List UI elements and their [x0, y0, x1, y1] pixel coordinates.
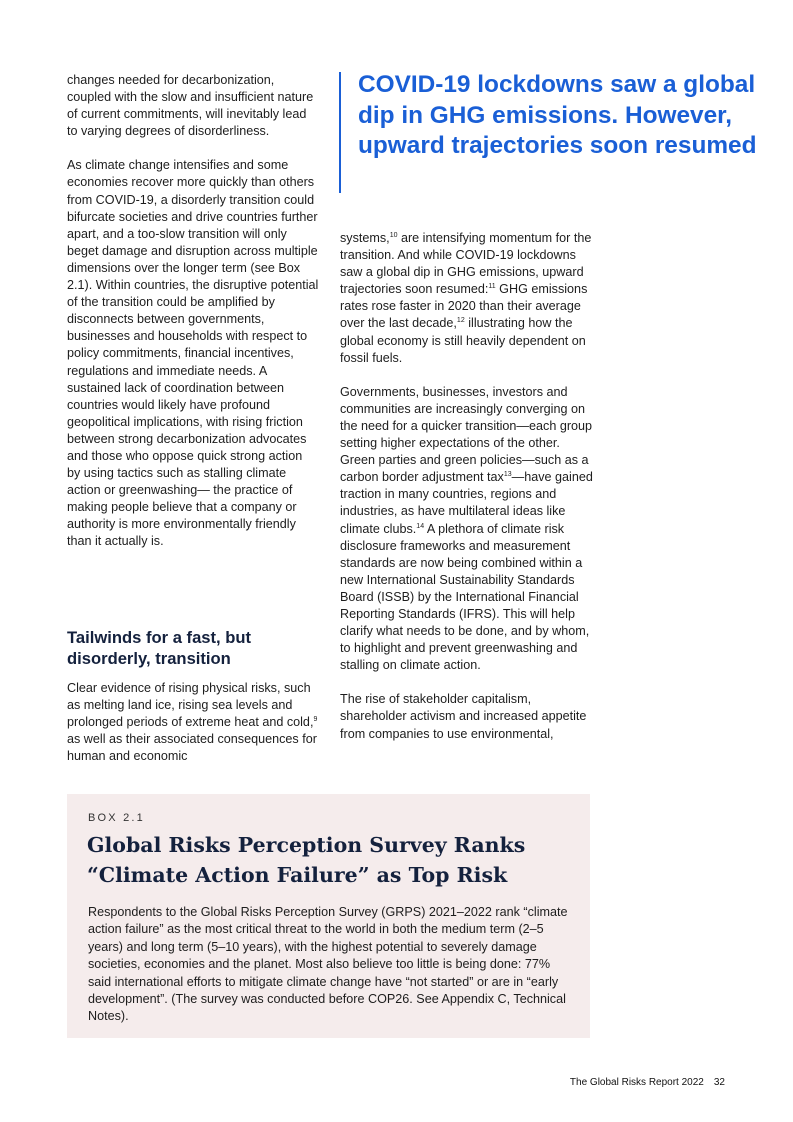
pull-quote-bar: [339, 72, 341, 193]
footnote-ref-13: 13: [503, 471, 512, 479]
right-paragraph-1-text-c: GHG emissions rates rose faster in 2020 than their average over the last decade,: [340, 282, 588, 331]
pull-quote: COVID-19 lockdowns saw a global dip in GHG emissions. However, upward trajectories soon resumed: [358, 71, 757, 159]
right-paragraph-1-text-d: illustrating how the global economy is still heavily dependent on fossil fuels.: [340, 316, 586, 365]
footnote-ref-14: 14: [416, 522, 425, 530]
footnote-ref-9: 9: [313, 716, 318, 724]
right-paragraph-1-text-a: systems,: [340, 231, 390, 245]
right-paragraph-1-text-b: are intensifying momentum for the transition. And while COVID-19 lockdowns saw a global dip in GHG emissions, upward trajectories soon resumed:: [340, 231, 592, 297]
box-2-1: [67, 794, 590, 1038]
left-paragraph-1: changes needed for decarbonization, coupled with the slow and insufficient nature of current commitments, will inevitably lead to varying degrees of disorderliness.: [67, 73, 314, 139]
footer-page-number: 32: [713, 1077, 725, 1088]
right-paragraph-2: [340, 384, 595, 675]
footnote-ref-12: 12: [456, 317, 465, 325]
left-column: [67, 72, 319, 551]
left-paragraph-3-text-b: as well as their associated consequences for human and economic: [67, 732, 317, 764]
right-paragraph-2-text-c: A plethora of climate risk disclosure frameworks and measurement standards are now being combined within a new International Sustainability Standards Board (ISSB) by the International Financial Reporting Standards (IFRS). This will help clarify what needs to be done, and by whom, to highlight and prevent greenwashing and stalling on climate action.: [340, 521, 590, 673]
footnote-ref-10: 10: [389, 232, 398, 239]
left-paragraph-3-text-a: Clear evidence of rising physical risks, such as melting land ice, rising sea levels and prolonged periods of extreme heat and cold,: [67, 681, 314, 730]
right-column: [340, 230, 595, 743]
box-label: BOX 2.1: [88, 812, 145, 824]
section-subheading: Tailwinds for a fast, but disorderly, transition: [67, 628, 252, 668]
box-title: Global Risks Perception Survey Ranks “Climate Action Failure” as Top Risk: [87, 833, 526, 887]
page-footer: [570, 1077, 725, 1088]
footnote-ref-11: 11: [488, 283, 496, 291]
footer-report-title: The Global Risks Report 2022: [569, 1077, 704, 1088]
right-paragraph-3: The rise of stakeholder capitalism, shareholder activism and increased appetite from companies to use environmental,: [340, 692, 587, 741]
right-paragraph-2-text-a: Governments, businesses, investors and communities are increasingly converging on the need for a quicker transition—each group setting higher expectations of the other. Green parties and green policies—such as a carbon border adjustment tax: [340, 384, 593, 485]
right-paragraph-1: [340, 230, 595, 367]
box-body: Respondents to the Global Risks Perception Survey (GRPS) 2021–2022 rank “climate action failure” as the most critical threat to the world in both the medium term (2–5 years) and long term (5–10 years), with the highest potential to severely damage societies, economies and the planet. Most also believe too little is being done: 77% said international efforts to mitigate climate change have “not started” or are in “early development”. (The survey was conducted before COP26. See Appendix C, Technical Notes).: [88, 905, 568, 1024]
right-paragraph-2-text-b: —have gained traction in many countries, regions and industries, as have multilateral ideas like climate clubs.: [340, 470, 593, 536]
left-paragraph-2: As climate change intensifies and some economies recover more quickly than others from COVID-19, a disorderly transition could bifurcate societies and drive countries further apart, and a too-slow transition will only beget damage and disruption across multiple dimensions over the longer term (see Box 2.1). Within countries, the disruptive potential of the transition could be amplified by disconnects between governments, businesses and households with respect to policy commitments, financial incentives, regulations and immediate needs. A sustained lack of coordination between countries would likely have profound geopolitical implications, with rising friction between strong decarbonization advocates and those who oppose quick strong action by using tactics such as stalling climate action or greenwashing— the practice of making people believe that a company or authority is more environmentally friendly than it actually is.: [67, 158, 319, 549]
left-paragraph-3: [67, 680, 319, 765]
